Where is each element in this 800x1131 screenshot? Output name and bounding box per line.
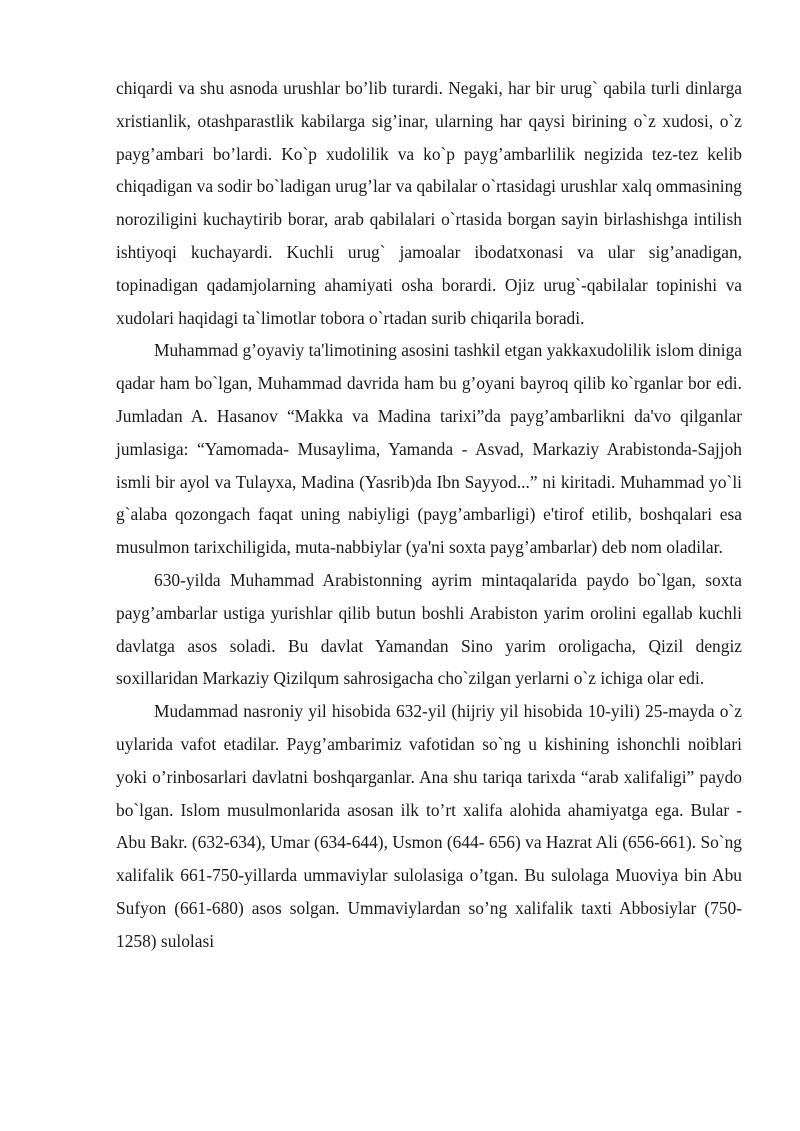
paragraph-monotheism: Muhammad g’oyaviy ta'limotining asosini tashkil etgan yakkaxudolilik islom diniga qadar ham bo`lgan, Muhammad davrida ham bu g’oyani bayroq qilib ko`rganlar bor edi. Jumladan A. Hasanov “Makka va Madina tarixi”da payg’ambarlikni da'vo qilganlar jumlasiga: “Yamomada- Musaylima, Yamanda - Asvad, Markaziy Arabistonda-Sajjoh ismli bir ayol va Tulayxa, Madina (Yasrib)da Ibn Sayyod...” ni kiritadi. Muhammad yo`li g`alaba qozongach faqat uning nabiyligi (payg’ambarligi) e'tirof etilib, boshqalari esa musulmon tarixchiligida, muta-nabbiylar (ya'ni soxta payg’ambarlar) deb nom oladilar. (116, 340, 742, 558)
paragraph-state-founding: 630-yilda Muhammad Arabistonning ayrim mintaqalarida paydo bo`lgan, soxta payg’ambarlar ustiga yurishlar qilib butun boshli Arabiston yarim orolini egallab kuchli davlatga asos soladi. Bu davlat Yamandan Sino yarim oroligacha, Qizil dengiz soxillaridan Markaziy Qizilqum sahrosigacha cho`zilgan yerlarni o`z ichiga olar edi. (116, 569, 742, 689)
document-page (116, 72, 742, 958)
paragraph-continued: chiqardi va shu asnoda urushlar bo’lib turardi. Negaki, har bir urug` qabila turli dinlarga xristianlik, otashparastlik kabilarga sig’inar, ularning har qaysi birining o`z xudosi, o`z payg’ambari bo’lardi. Ko`p xudolilik va ko`p payg’ambarlilik negizida tez-tez kelib chiqadigan va sodir bo`ladigan urug’lar va qabilalar o`rtasidagi urushlar xalq ommasining noroziligini kuchaytirib borar, arab qabilalari o`rtasida borgan sayin birlashishga intilish ishtiyoqi kuchayardi. Kuchli urug` jamoalar ibodatxonasi va ular sig’anadigan, topinadigan qadamjolarning ahamiyati osha borardi. Ojiz urug`-qabilalar topinishi va xudolari haqidagi ta`limotlar tobora o`rtadan surib chiqarila boradi. (116, 78, 742, 328)
paragraph-caliphate: Mudammad nasroniy yil hisobida 632-yil (hijriy yil hisobida 10-yili) 25-mayda o`z uylarida vafot etadilar. Payg’ambarimiz vafotidan so`ng u kishining ishonchli noiblari yoki o’rinbosarlari davlatni boshqarganlar. Ana shu tariqa tarixda “arab xalifaligi” paydo bo`lgan. Islom musulmonlarida asosan ilk to’rt xalifa alohida ahamiyatga ega. Bular - Abu Bakr. (632-634), Umar (634-644), Usmon (644- 656) va Hazrat Ali (656-661). So`ng xalifalik 661-750-yillarda ummaviylar sulolasiga o’tgan. Bu sulolaga Muoviya bin Abu Sufyon (661-680) asos solgan. Ummaviylardan so’ng xalifalik taxti Abbosiylar (750-1258) sulolasi (116, 701, 742, 951)
